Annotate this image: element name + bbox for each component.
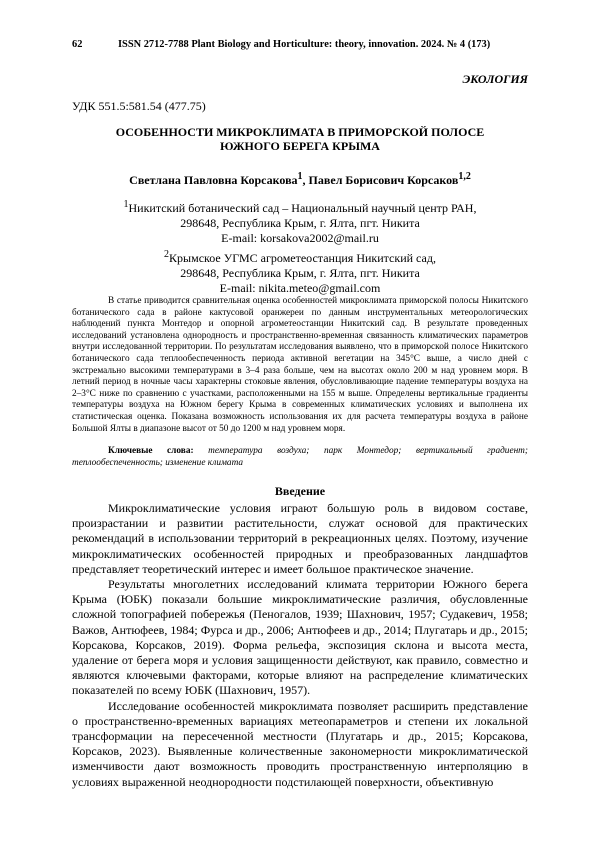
title-line: ЮЖНОГО БЕРЕГА КРЫМА xyxy=(220,139,380,153)
author-name: Павел Борисович Корсаков xyxy=(308,173,459,187)
page-number: 62 xyxy=(72,39,83,50)
body-text xyxy=(72,501,528,790)
section-heading-introduction: Введение xyxy=(274,484,326,498)
affiliation-2-line xyxy=(72,247,528,266)
affiliation-2-address: 298648, Республика Крым, г. Ялта, пгт. Никита xyxy=(180,265,420,280)
journal-info: ISSN 2712-7788 Plant Biology and Horticulture: theory, innovation. 2024. № 4 (173) xyxy=(118,39,491,50)
abstract: В статье приводится сравнительная оценка особенностей микроклимата приморской полосы Никитского ботанического сада в районе кактусовой оранжереи по данным инструментальных метеорологических наблюдений пункта Монтедор и опорной агрометеостанции Никитский сад. В результате проведенных исследований установлена однородность и пространственно-временная связанность климатических параметров внутри исследованной территории. По результатам исследования выявлено, что в приморской полосе Никитского ботанического сада теплообеспеченность периода активной вегетации на 345°С выше, а число дней с экстремально высокими температурами в 3–4 раза больше, чем на высотах около 200 м над уровнем моря. В летний период в ночные часы характерны стоковые явления, обусловливающие падение температуры воздуха на 2–3°С ниже по сравнению с участками, расположенными на 155 м выше. Определены вертикальные градиенты температуры воздуха на Южном берегу Крыма в современных климатических условиях и выполнена их статистическая оценка. Показана возможность использования их для расчета температуры воздуха в районе Большой Ялты в диапазоне высот от 50 до 1200 м над уровнем моря. xyxy=(72,296,528,434)
keywords-text: температура воздуха; парк Монтедор; вертикальный градиент; теплообеспеченность; изменение климата xyxy=(72,446,528,468)
article-title xyxy=(72,125,528,153)
affiliation-mark: 2 xyxy=(164,248,170,260)
affiliation-text: Крымское УГМС агрометеостанция Никитский сад, xyxy=(169,250,436,265)
paragraph: Микроклиматические условия играют большую роль в видовом составе, произрастании и развитии растительности, служат основой для практических рекомендаций в использовании территорий в рекреационных целях. Поэтому, изучение микроклиматических особенностей природных и преобразованных ландшафтов представляет теоретический интерес и имеет большое практическое значение. xyxy=(72,501,528,576)
affiliation-text: Никитский ботанический сад – Национальный научный центр РАН, xyxy=(128,201,477,215)
section-label: ЭКОЛОГИЯ xyxy=(462,72,528,86)
affiliation-1-email: E-mail: korsakova2002@mail.ru xyxy=(221,231,379,246)
affiliation-2-email: E-mail: nikita.meteo@gmail.com xyxy=(219,281,381,296)
affiliation-1-address: 298648, Республика Крым, г. Ялта, пгт. Никита xyxy=(180,216,420,231)
affiliation-mark: 1 xyxy=(123,199,129,210)
keywords xyxy=(72,446,528,469)
author-affiliation-mark: 1 xyxy=(297,171,303,182)
paragraph: Исследование особенностей микроклимата позволяет расширить представление о пространственно-временных вариациях метеопараметров и степени их локальной трансформации на пересеченной местности (Плугатарь и др., 2015; Корсакова, Корсаков, 2023). Выявленные количественные закономерности микроклиматической изменчивости дают возможность проводить пространственную интерполяцию в условиях выраженной неоднородности подстилающей поверхности, объективную xyxy=(72,698,528,789)
affiliation-1-line xyxy=(72,197,528,216)
author-separator: , xyxy=(302,173,309,187)
affiliations xyxy=(72,197,528,296)
authors xyxy=(72,171,528,188)
title-line: ОСОБЕННОСТИ МИКРОКЛИМАТА В ПРИМОРСКОЙ ПОЛОСЕ xyxy=(115,125,485,139)
author-affiliation-mark: 1,2 xyxy=(458,171,471,182)
paragraph: Результаты многолетних исследований климата территории Южного берега Крыма (ЮБК) показали большие микроклиматические различия, обусловленные сложной топографией побережья (Пеногалов, 1939; Шахнович, 1957; Судакевич, 1958; Важов, Антюфеев, 1984; Фурса и др., 2006; Антюфеев и др., 2014; Плугатарь и др., 2015; Корсакова, Корсаков, 2019). Форма рельефа, экспозиция склона и высота места, удаление от берега моря и условия защищенности действуют, как правило, совместно и являются ключевыми факторами, которые влияют на распределение климатических показателей по всему ЮБК (Шахнович, 1957). xyxy=(72,577,528,698)
udc-code: УДК 551.5:581.54 (477.75) xyxy=(72,99,206,113)
author-name: Светлана Павловна Корсакова xyxy=(129,173,298,187)
keywords-label: Ключевые слова: xyxy=(108,446,194,456)
